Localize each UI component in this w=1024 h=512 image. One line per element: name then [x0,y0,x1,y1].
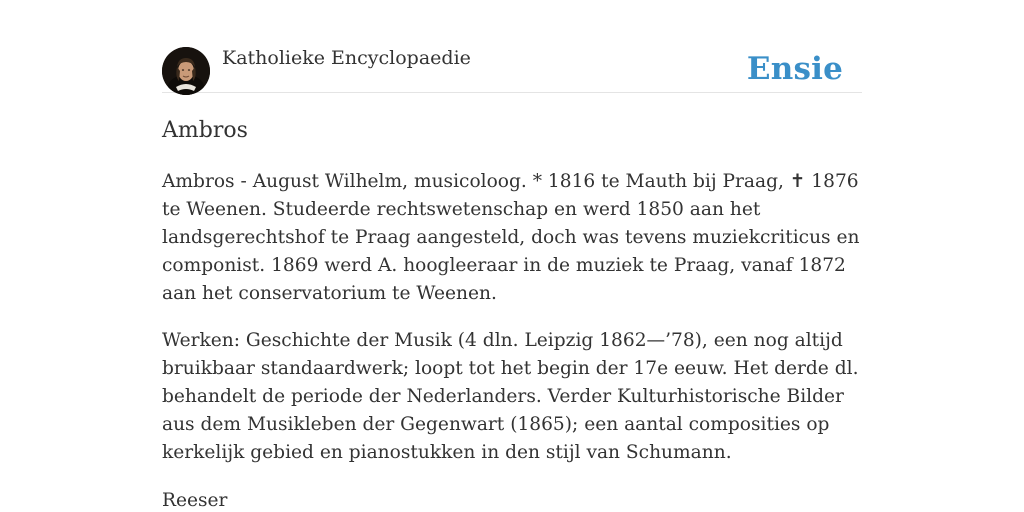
portrait-avatar-icon[interactable] [162,47,210,95]
page-container [162,0,862,511]
entry-title: Ambros [162,118,248,143]
site-title[interactable]: Katholieke Encyclopaedie [222,47,471,69]
entry-paragraph: Ambros - August Wilhelm, musicoloog. * 1816 te Mauth bij Praag, ✝ 1876 te Weenen. Studeerde rechtswetenschap en werd 1850 aan het landsgerechtshof te Praag aangesteld, doch was tevens muziekcriticus en componist. 1869 werd A. hoogleeraar in de muziek te Praag, vanaf 1872 aan het conservatorium te Weenen. [162,171,860,304]
entry-body [162,168,862,512]
entry-paragraph: Werken: Geschichte der Musik (4 dln. Leipzig 1862—’78), een nog altijd bruikbaar standaardwerk; loopt tot het begin der 17e eeuw. Het derde dl. behandelt de periode der Nederlanders. Verder Kulturhistorische Bilder aus dem Musikleben der Gegenwart (1865); een aantal composities op kerkelijk gebied en pianostukken in den stijl van Schumann. [162,330,859,463]
entry-author: Reeser [162,490,228,511]
site-header [162,0,862,93]
ensie-logo[interactable]: Ensie [746,51,843,87]
